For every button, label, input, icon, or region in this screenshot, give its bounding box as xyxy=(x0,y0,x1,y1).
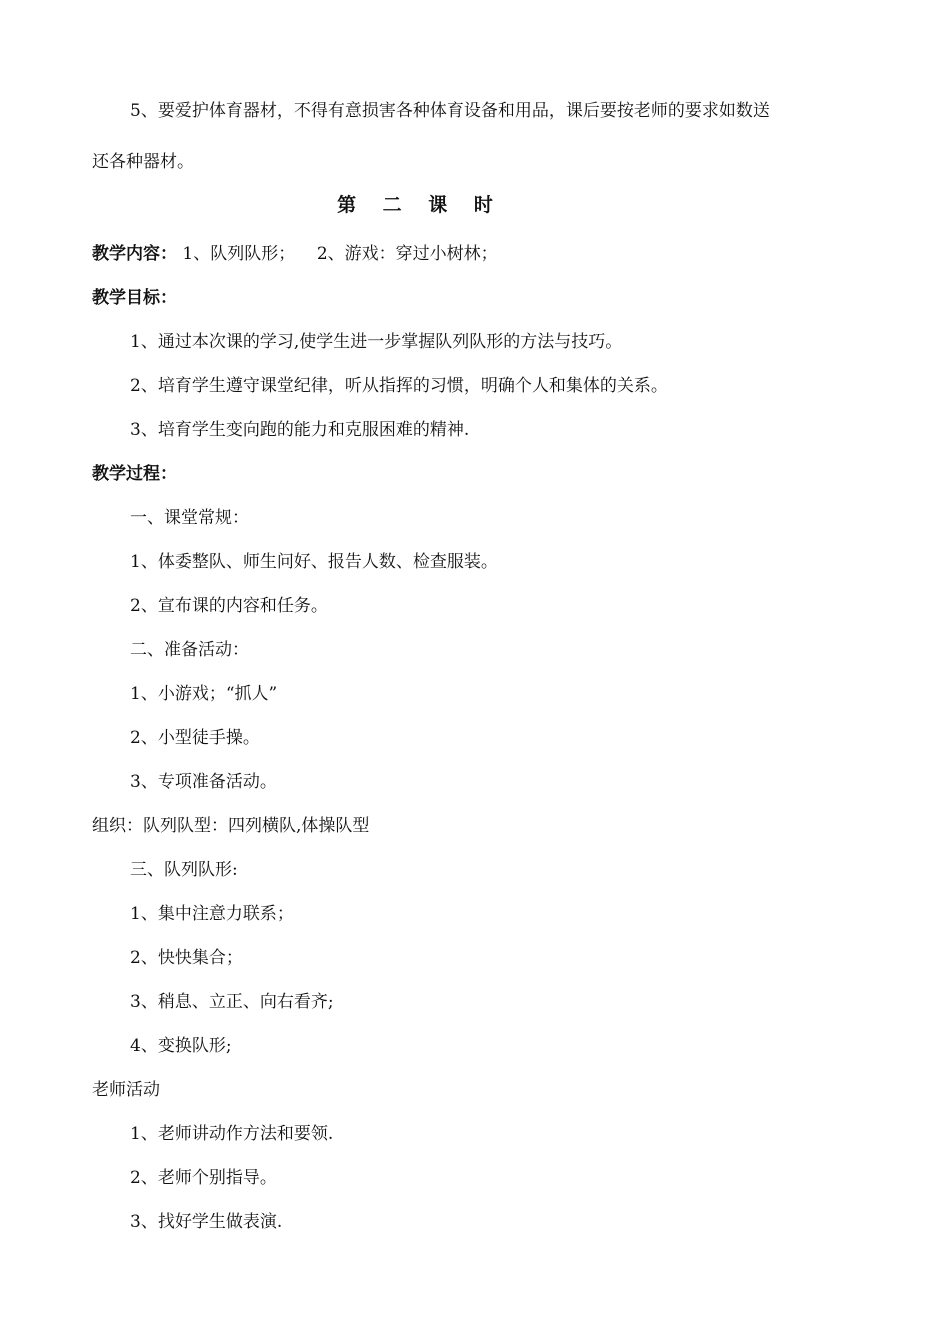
teaching-content-label: 教学内容： xyxy=(92,244,177,264)
list-item: 1、老师讲动作方法和要领. xyxy=(130,1124,334,1144)
list-item: 2、快快集合； xyxy=(130,948,243,968)
list-item: 3、稍息、立正、向右看齐; xyxy=(130,992,334,1012)
section-class-routine: 一、课堂常规： xyxy=(130,508,249,528)
teaching-goals-label: 教学目标： xyxy=(92,288,177,308)
lesson-title: 第 二 课 时 xyxy=(337,194,503,216)
organization-line: 组织：队列队型：四列横队,体操队型 xyxy=(92,816,370,836)
teaching-process-label: 教学过程： xyxy=(92,464,177,484)
list-item: 2、老师个别指导。 xyxy=(130,1168,277,1188)
list-item: 4、变换队形; xyxy=(130,1036,232,1056)
section-warm-up: 二、准备活动： xyxy=(130,640,249,660)
goal-item: 2、培育学生遵守课堂纪律，听从指挥的习惯，明确个人和集体的关系。 xyxy=(130,376,668,396)
teaching-content xyxy=(92,242,882,266)
list-item: 3、专项准备活动。 xyxy=(130,772,277,792)
paragraph-5-line-2: 还各种器材。 xyxy=(92,152,194,172)
list-item: 1、小游戏；“抓人” xyxy=(130,684,278,704)
goal-item: 3、培育学生变向跑的能力和克服困难的精神. xyxy=(130,420,470,440)
list-item: 1、体委整队、师生问好、报告人数、检查服装。 xyxy=(130,552,498,572)
goal-item: 1、通过本次课的学习,使学生进一步掌握队列队形的方法与技巧。 xyxy=(130,332,623,352)
paragraph-5-line-1: 5、要爱护体育器材，不得有意损害各种体育设备和用品，课后要按老师的要求如数送 xyxy=(130,101,770,121)
list-item: 1、集中注意力联系； xyxy=(130,904,294,924)
section-formation: 三、队列队形: xyxy=(130,860,238,880)
teacher-activity-label: 老师活动 xyxy=(92,1080,160,1100)
list-item: 3、找好学生做表演. xyxy=(130,1212,283,1232)
teaching-content-text: 1、队列队形； 2、游戏：穿过小树林； xyxy=(177,244,498,264)
list-item: 2、宣布课的内容和任务。 xyxy=(130,596,328,616)
list-item: 2、小型徒手操。 xyxy=(130,728,260,748)
